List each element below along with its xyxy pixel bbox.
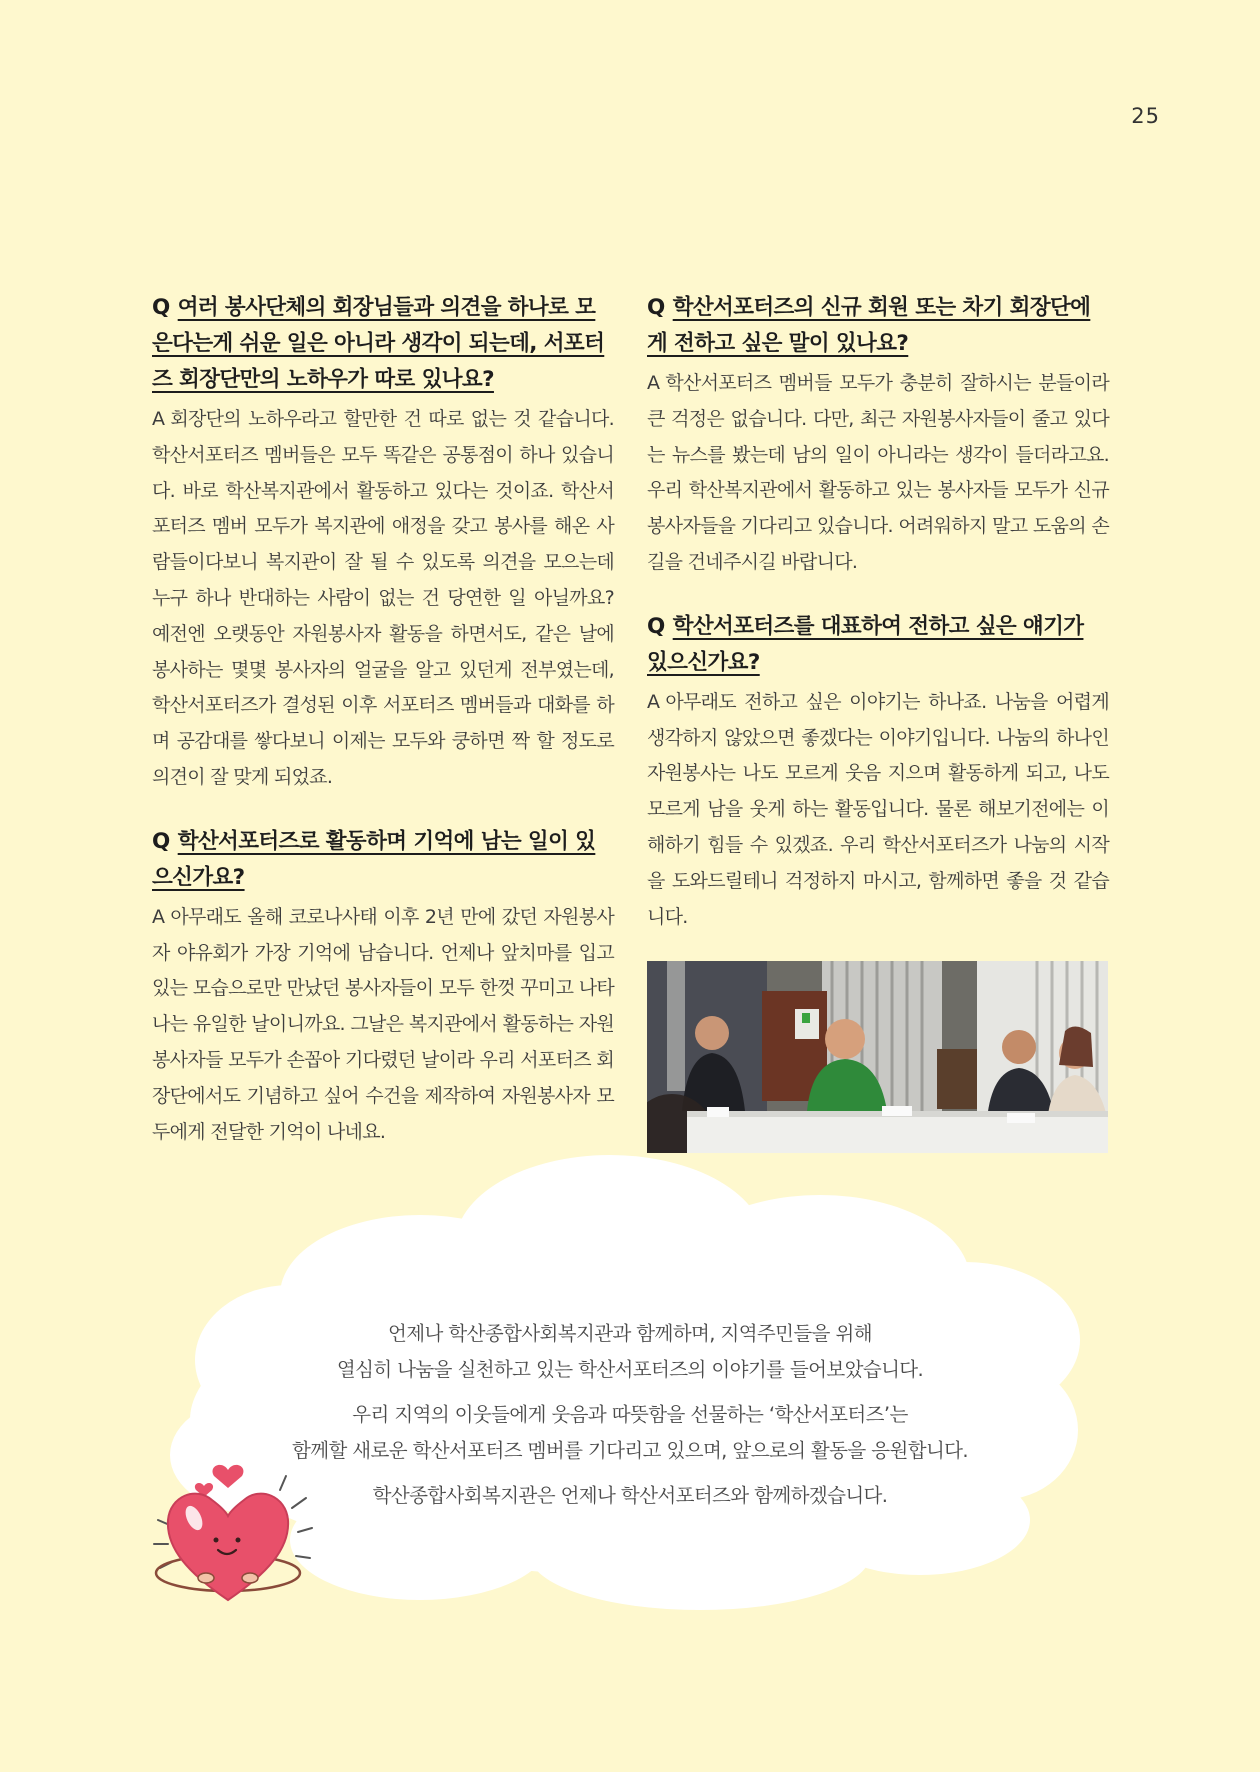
- question-text: 학산서포터즈로 활동하며 기억에 남는 일이 있으신가요?: [152, 828, 596, 890]
- closing-paragraph-1: [220, 1316, 1040, 1388]
- closing-line: 열심히 나눔을 실천하고 있는 학산서포터즈의 이야기를 들어보았습니다.: [336, 1358, 924, 1381]
- q-mark: Q: [647, 295, 665, 320]
- answer-text: 아무래도 전하고 싶은 이야기는 하나죠. 나눔을 어렵게 생각하지 않았으면 좋겠다는 이야기입니다. 나눔의 하나인 자원봉사는 나도 모르게 웃음 지으며 활동하게 되고, 나도 모르게 남을 웃게 하는 활동입니다. 물론 해보기전에는 이해하기 힘들 수 있겠죠. 우리 학산서포터즈가 나눔의 시작을 도와드릴테니 걱정하지 마시고, 함께하면 좋을 것 같습니다.: [647, 690, 1109, 928]
- a-mark: A: [647, 690, 660, 713]
- answer-text: 아무래도 올해 코로나사태 이후 2년 만에 갔던 자원봉사자 야유회가 가장 기억에 남습니다. 언제나 앞치마를 입고 있는 모습으로만 만났던 봉사자들이 모두 한껏 꾸미고 나타나는 유일한 날이니까요. 그날은 복지관에서 활동하는 자원봉사자들 모두가 손꼽아 기다렸던 날이라 우리 서포터즈 회장단에서도 기념하고 싶어 수건을 제작하여 자원봉사자 모두에게 전달한 기억이 나네요.: [152, 905, 614, 1143]
- answer-text: 회장단의 노하우라고 할만한 건 따로 없는 것 같습니다. 학산서포터즈 멤버들은 모두 똑같은 공통점이 하나 있습니다. 바로 학산복지관에서 활동하고 있다는 것이죠. 학산서포터즈 멤버 모두가 복지관에 애정을 갖고 봉사를 해온 사람들이다보니 복지관이 잘 될 수 있도록 의견을 모으는데 누구 하나 반대하는 사람이 없는 건 당연한 일 아닐까요? 예전엔 오랫동안 자원봉사자 활동을 하면서도, 같은 날에 봉사하는 몇몇 봉사자의 얼굴을 알고 있던게 전부였는데, 학산서포터즈가 결성된 이후 서포터즈 멤버들과 대화를 하며 공감대를 쌓다보니 이제는 모두와 쿵하면 짝 할 정도로 의견이 잘 맞게 되었죠.: [152, 408, 614, 788]
- heart-character-icon: [148, 1448, 318, 1612]
- closing-line: 학산종합사회복지관은 언제나 학산서포터즈와 함께하겠습니다.: [372, 1484, 888, 1507]
- a-mark: A: [152, 905, 165, 928]
- q-mark: Q: [152, 295, 170, 320]
- q-mark: Q: [647, 613, 665, 639]
- closing-paragraph-3: [220, 1478, 1040, 1514]
- question-text: 여러 봉사단체의 회장님들과 의견을 하나로 모은다는게 쉬운 일은 아니라 생각이 되는데, 서포터즈 회장단만의 노하우가 따로 있나요?: [152, 295, 605, 392]
- closing-line: 언제나 학산종합사회복지관과 함께하며, 지역주민들을 위해: [388, 1322, 872, 1345]
- q-mark: Q: [152, 828, 170, 854]
- closing-paragraph-2: [220, 1397, 1040, 1469]
- closing-line: 우리 지역의 이웃들에게 웃음과 따뜻함을 선물하는 ‘학산서포터즈’는: [352, 1403, 908, 1426]
- page-number: 25: [1131, 104, 1160, 128]
- a-mark: A: [152, 408, 165, 430]
- closing-line: 함께할 새로운 학산서포터즈 멤버를 기다리고 있으며, 앞으로의 활동을 응원합니다.: [291, 1439, 969, 1462]
- question-text: 학산서포터즈의 신규 회원 또는 차기 회장단에게 전하고 싶은 말이 있나요?: [647, 295, 1091, 356]
- answer-text: 학산서포터즈 멤버들 모두가 충분히 잘하시는 분들이라 큰 걱정은 없습니다. 다만, 최근 자원봉사자들이 줄고 있다는 뉴스를 봤는데 남의 일이 아니라는 생각이 들더라고요. 우리 학산복지관에서 활동하고 있는 봉사자들 모두가 신규 봉사자들을 기다리고 있습니다. 어려워하지 말고 도움의 손길을 건네주시길 바랍니다.: [647, 372, 1109, 573]
- question-text: 학산서포터즈를 대표하여 전하고 싶은 얘기가 있으신가요?: [647, 613, 1084, 675]
- a-mark: A: [647, 372, 660, 394]
- closing-message: [220, 1316, 1040, 1523]
